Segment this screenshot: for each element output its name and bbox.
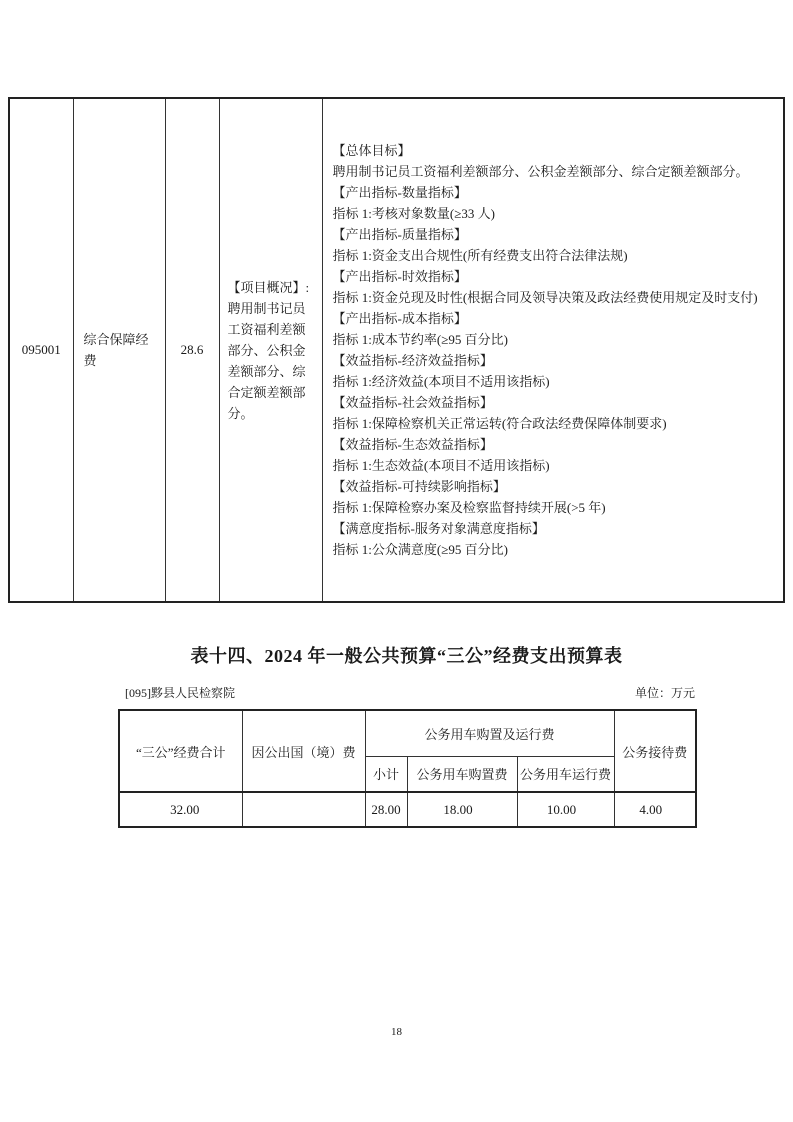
value-reception: 4.00 bbox=[614, 792, 696, 827]
performance-indicator-table bbox=[8, 97, 785, 603]
project-name-cell: 综合保障经费 bbox=[73, 98, 165, 602]
indicator-line: 指标 1:保障检察办案及检察监督持续开展(>5 年) bbox=[332, 500, 606, 515]
col-header-abroad: 因公出国（境）费 bbox=[242, 710, 365, 792]
header-row-1 bbox=[119, 710, 696, 756]
three-public-expenses-table bbox=[118, 709, 697, 828]
indicator-line: 【效益指标-可持续影响指标】 bbox=[332, 479, 506, 494]
value-vehicle-purchase: 18.00 bbox=[407, 792, 517, 827]
section-title: 表十四、2024 年一般公共预算“三公”经费支出预算表 bbox=[190, 646, 623, 666]
col-header-total: “三公”经费合计 bbox=[119, 710, 242, 792]
indicator-line: 聘用制书记员工资福利差额部分、公积金差额部分、综合定额差额部分。 bbox=[332, 164, 749, 179]
col-header-vehicle-purchase: 公务用车购置费 bbox=[407, 756, 517, 792]
indicator-line: 【产出指标-成本指标】 bbox=[332, 311, 467, 326]
indicator-line: 【产出指标-数量指标】 bbox=[332, 185, 467, 200]
col-header-vehicle-operation: 公务用车运行费 bbox=[517, 756, 614, 792]
indicator-line: 指标 1:资金支出合规性(所有经费支出符合法律法规) bbox=[332, 248, 628, 263]
indicator-line: 【效益指标-生态效益指标】 bbox=[332, 437, 493, 452]
indicator-line: 【产出指标-质量指标】 bbox=[332, 227, 467, 242]
indicator-line: 【效益指标-经济效益指标】 bbox=[332, 353, 493, 368]
col-header-vehicle-group: 公务用车购置及运行费 bbox=[365, 710, 614, 756]
indicator-line: 【总体目标】 bbox=[332, 143, 411, 158]
data-row bbox=[119, 792, 696, 827]
indicator-line: 【效益指标-社会效益指标】 bbox=[332, 395, 493, 410]
value-abroad bbox=[242, 792, 365, 827]
indicator-line: 指标 1:考核对象数量(≥33 人) bbox=[332, 206, 495, 221]
project-code-cell: 095001 bbox=[9, 98, 73, 602]
page-number: 18 bbox=[391, 1026, 402, 1038]
indicator-line: 指标 1:经济效益(本项目不适用该指标) bbox=[332, 374, 550, 389]
col-header-reception: 公务接待费 bbox=[614, 710, 696, 792]
value-vehicle-operation: 10.00 bbox=[517, 792, 614, 827]
indicator-line: 指标 1:公众满意度(≥95 百分比) bbox=[332, 542, 508, 557]
indicator-line: 指标 1:保障检察机关正常运转(符合政法经费保障体制要求) bbox=[332, 416, 667, 431]
table-row bbox=[9, 98, 784, 602]
indicator-lines-cell bbox=[322, 98, 784, 602]
indicator-line: 【满意度指标-服务对象满意度指标】 bbox=[332, 521, 545, 536]
organization-label: [095]黟县人民检察院 bbox=[125, 686, 235, 700]
indicator-line: 指标 1:生态效益(本项目不适用该指标) bbox=[332, 458, 550, 473]
unit-label: 单位：万元 bbox=[634, 686, 695, 700]
col-header-vehicle-subtotal: 小计 bbox=[365, 756, 407, 792]
value-total: 32.00 bbox=[119, 792, 242, 827]
project-overview-cell: 【项目概况】:聘用制书记员工资福利差额部分、公积金差额部分、综合定额差额部分。 bbox=[219, 98, 322, 602]
indicator-line: 指标 1:成本节约率(≥95 百分比) bbox=[332, 332, 508, 347]
indicator-line: 指标 1:资金兑现及时性(根据合同及领导决策及政法经费使用规定及时支付) bbox=[332, 290, 758, 305]
budget-amount-cell: 28.6 bbox=[165, 98, 219, 602]
indicator-line: 【产出指标-时效指标】 bbox=[332, 269, 467, 284]
value-vehicle-subtotal: 28.00 bbox=[365, 792, 407, 827]
